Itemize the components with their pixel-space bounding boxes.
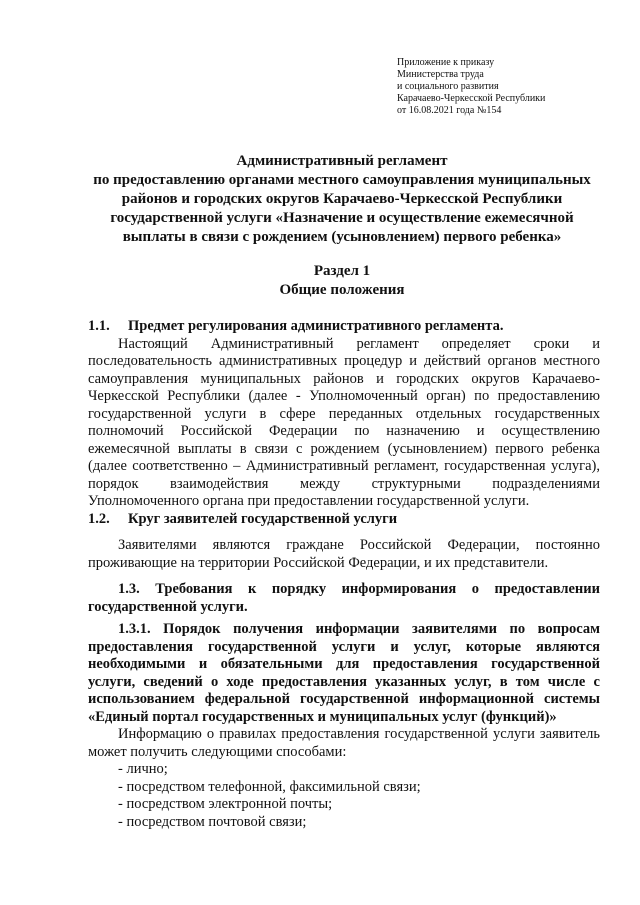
appendix-line: Министерства труда [397, 69, 484, 80]
title-line: районов и городских округов Карачаево-Черкесской Республики [121, 191, 563, 207]
section-heading [80, 262, 604, 300]
appendix-note [397, 57, 627, 117]
subsection-title: Круг заявителей государственной услуги [128, 510, 398, 527]
subsection-1-1-text: Настоящий Административный регламент определяет сроки и последовательность административных процедур и действий органов местного самоуправления муниципальных районов и городских округов Карачаево-Черкесской Республики (далее - Уполномоченный орган) по предоставлению государственной услуги в сфере переданных отдельных государственных полномочий Российской Федерации по назначению и осуществлению ежемесячной выплаты в связи с рождением (усыновлением) первого ребенка (далее соответственно – Административный регламент, государственная услуга), порядок взаимодействия между структурными подразделениями Уполномоченного органа при предоставлении государственной услуги. [88, 335, 600, 509]
title-line: выплаты в связи с рождением (усыновлением) первого ребенка» [122, 229, 562, 245]
subsection-1-3-heading: 1.3. Требования к порядку информирования о предоставлении государственной услуги. [88, 581, 600, 615]
document-title [80, 152, 604, 247]
title-line: Административный регламент [236, 153, 448, 169]
appendix-line: от 16.08.2021 года №154 [397, 105, 502, 116]
info-methods-list [88, 761, 600, 831]
list-item: - лично; [118, 761, 168, 777]
list-item: - посредством телефонной, факсимильной связи; [118, 778, 421, 795]
subsection-1-3-1-intro: Информацию о правилах предоставления государственной услуги заявитель может получить следующими способами: [88, 726, 600, 760]
list-item: - посредством почтовой связи; [118, 813, 307, 830]
subsection-number: 1.1. [88, 318, 110, 334]
subsection-1-3-1-heading: 1.3.1. Порядок получения информации заявителями по вопросам предоставления государственной услуги и услуг, которые являются необходимыми и обязательными для предоставления государственной услуги, сведений о ходе предоставления указанных услуг, в том числе с использованием федеральной государственной информационной системы «Единый портал государственных и муниципальных услуг (функций)» [88, 621, 600, 725]
title-line: по предоставлению органами местного самоуправления муниципальных [93, 172, 591, 188]
subsection-1-1-heading [88, 318, 600, 336]
appendix-line: и социального развития [397, 81, 499, 92]
list-item: - посредством электронной почты; [118, 796, 333, 812]
appendix-line: Карачаево-Черкесской Республики [397, 93, 546, 104]
appendix-line: Приложение к приказу [397, 57, 495, 68]
section-number: Раздел 1 [313, 263, 371, 279]
subsection-number: 1.2. [88, 510, 110, 527]
subsection-1-2-text: Заявителями являются граждане Российской Федерации, постоянно проживающие на территории Российской Федерации, и их представители. [88, 537, 600, 571]
subsection-1-2-heading [88, 511, 600, 529]
section-name: Общие положения [279, 282, 405, 298]
subsection-title: Предмет регулирования административного регламента. [128, 318, 504, 334]
document-body [88, 318, 600, 831]
title-line: государственной услуги «Назначение и осуществление ежемесячной [110, 210, 574, 226]
